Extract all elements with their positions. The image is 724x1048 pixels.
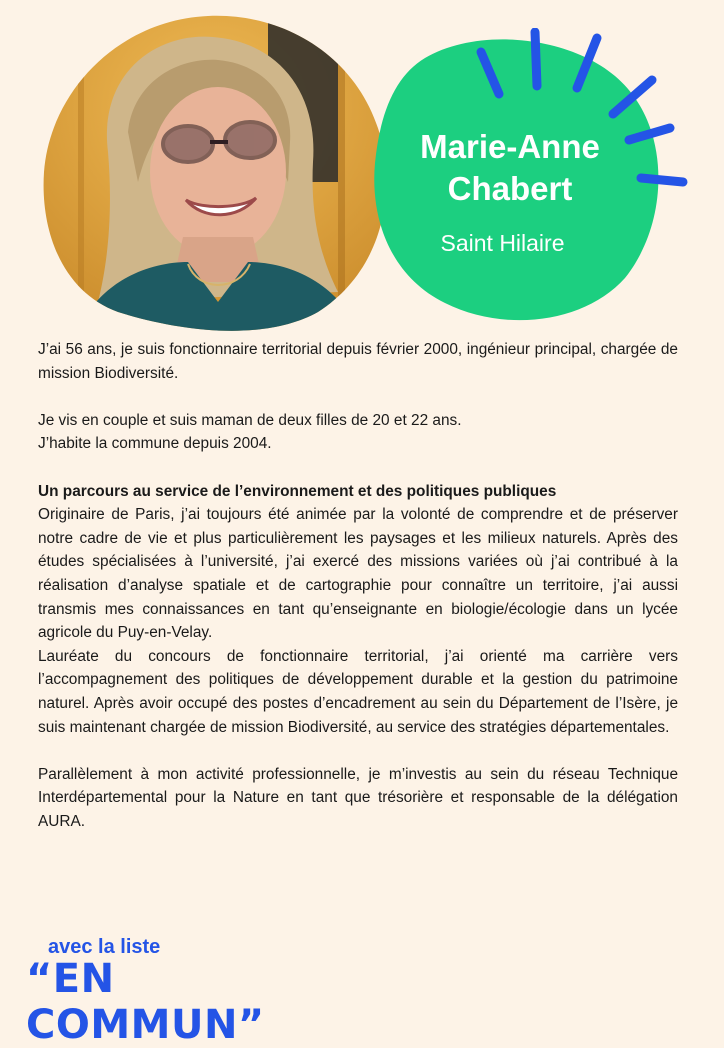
first-name: Marie-Anne (420, 128, 600, 165)
commune-label: Saint Hilaire (440, 230, 565, 256)
avec-la-liste-text: avec la liste (48, 936, 161, 958)
engagement-paragraph: Parallèlement à mon activité professionnelle, je m’investis au sein du réseau Technique Interdépartemental pour la Nature en tant que trésorière et responsable de la délégation AURA. (38, 765, 678, 830)
biography (38, 338, 678, 857)
header (0, 0, 724, 340)
list-logo (26, 934, 356, 1048)
family-line: Je vis en couple et suis maman de deux filles de 20 et 22 ans. (38, 411, 462, 429)
candidate-name (380, 126, 640, 210)
section-heading: Un parcours au service de l’environnement et des politiques publiques (38, 482, 557, 500)
en-commun-text: “EN COMMUN” (26, 956, 265, 1048)
portrait-photo (38, 12, 388, 332)
career-paragraph-1: Originaire de Paris, j’ai toujours été animée par la volonté de comprendre et de préserver notre cadre de vie et plus particulièrement les paysages et les milieux naturels. Après des études spécialisées à l’université, j’ai exercé des missions variées où j’ai contribué à la réalisation d’analyse spatiale et de cartographie pour connaître un territoire, j’ai aussi transmis mes connaissances en tant qu’enseignante en biologie/écologie dans un lycée agricole du Puy-en-Velay. (38, 506, 678, 642)
intro-paragraph: J’ai 56 ans, je suis fonctionnaire territorial depuis février 2000, ingénieur principal, chargée de mission Biodiversité. (38, 341, 678, 382)
career-paragraph-2: Lauréate du concours de fonctionnaire territorial, j’ai orienté ma carrière vers l’accompagnement des politiques de développement durable et la gestion du patrimoine naturel. Après avoir occupé des postes d’encadrement au sein du Département de l’Isère, je suis maintenant chargée de mission Biodiversité, au service des stratégies départementales. (38, 647, 678, 736)
last-name: Chabert (447, 170, 573, 207)
residence-line: J’habite la commune depuis 2004. (38, 435, 272, 453)
